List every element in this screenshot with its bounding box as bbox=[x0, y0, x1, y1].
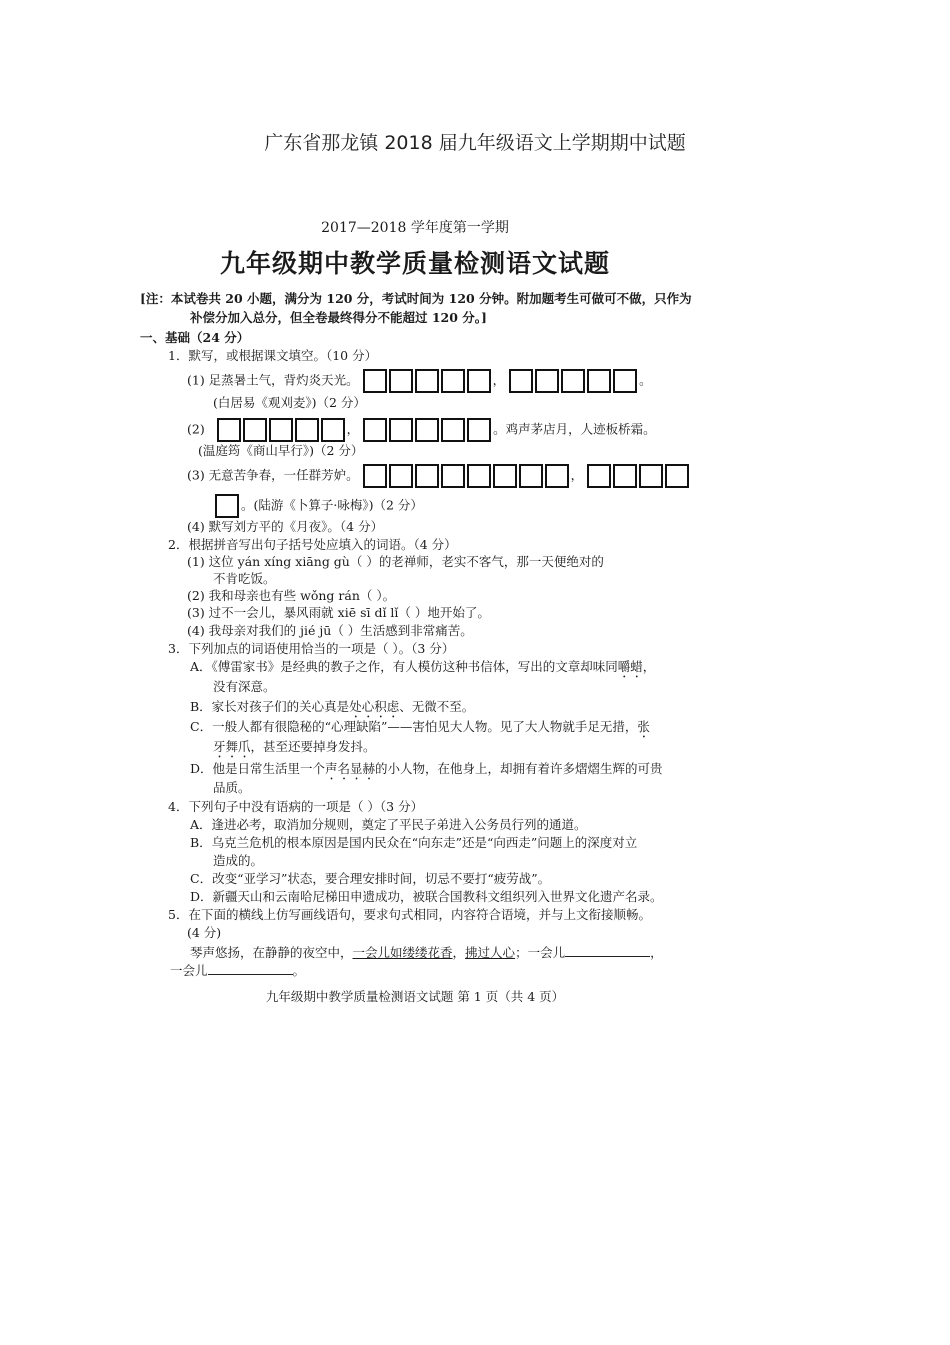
answer-boxes[interactable] bbox=[509, 369, 639, 393]
comma: ， bbox=[492, 372, 506, 388]
q5-l1-mid: ， bbox=[452, 945, 466, 960]
q1-p2-label: (2) bbox=[187, 421, 205, 437]
q2-s1b: 不肯吃饭。 bbox=[213, 571, 276, 586]
q3-d-text: D．他是日常生活里一个 bbox=[190, 761, 326, 776]
q1-p1-source: (白居易《观刈麦》)（2 分） bbox=[213, 395, 366, 410]
exam-title: 九年级期中教学质量检测语文试题 bbox=[219, 249, 610, 278]
answer-boxes[interactable] bbox=[363, 464, 571, 488]
q3-d-end: 的小人物，在他身上，却拥有着许多熠熠生辉的可贵 bbox=[375, 761, 663, 776]
q2-title: 2．根据拼音写出句子括号处应填入的词语。（4 分） bbox=[168, 537, 457, 552]
q3-c-dotted: 张 bbox=[637, 719, 650, 734]
note-line-1: [注：本试卷共 20 小题，满分为 120 分，考试时间为 120 分钟。附加题考生可做可不做，只作为 bbox=[140, 291, 692, 306]
q5-underlined-2: 拂过人心 bbox=[465, 945, 516, 960]
q3-a-end: ， bbox=[642, 659, 656, 674]
comma: ， bbox=[346, 421, 360, 437]
q3-a-cont: 没有深意。 bbox=[213, 679, 276, 694]
section-heading: 一、基础（24 分） bbox=[140, 330, 250, 345]
q4-option-a: A．逢进必考，取消加分规则，奠定了平民子弟进入公务员行列的通道。 bbox=[190, 817, 587, 832]
q1-p1 bbox=[187, 369, 652, 393]
answer-boxes[interactable] bbox=[363, 418, 493, 442]
q3-d-dotted: 声名显赫 bbox=[325, 761, 376, 776]
q1-p1-text: (1) 足蒸暑土气，背灼炎天光。 bbox=[187, 372, 359, 388]
q2-s3: (3) 过不一会儿，暴风雨就 xiē sī dǐ lǐ（ ）地开始了。 bbox=[187, 605, 490, 620]
q3-c-dotted-2: 牙舞爪 bbox=[213, 739, 251, 754]
q3-c-end: ，甚至还要掉身发抖。 bbox=[250, 739, 376, 754]
q3-a-dotted: 嚼蜡 bbox=[617, 659, 643, 674]
q2-s4: (4) 我母亲对我们的 jié jū（ ）生活感到非常痛苦。 bbox=[187, 623, 473, 638]
q1-p3 bbox=[187, 464, 691, 488]
q5-underlined-1: 一会儿如缕缕花香 bbox=[352, 945, 453, 960]
q5-l1-post: ；一会儿 bbox=[515, 945, 566, 960]
q2-s1a: (1) 这位 yán xíng xiāng gù（ ）的老禅师，老实不客气，那一天便绝对的 bbox=[187, 554, 604, 569]
note-line-2: 补偿分加入总分，但全卷最终得分不能超过 120 分。] bbox=[190, 310, 487, 325]
page-footer: 九年级期中教学质量检测语文试题 第 1 页（共 4 页） bbox=[265, 989, 565, 1004]
q3-title: 3．下列加点的词语使用恰当的一项是（ ）。（3 分） bbox=[168, 641, 455, 656]
q5-score: (4 分) bbox=[187, 925, 222, 940]
q5-l2-text: 一会儿 bbox=[170, 963, 208, 978]
q3-b-end: 、无微不至。 bbox=[399, 699, 475, 714]
q1-p2 bbox=[187, 418, 656, 442]
q4-b-cont: 造成的。 bbox=[213, 853, 264, 868]
school-year: 2017—2018 学年度第一学期 bbox=[321, 220, 509, 236]
q4-title: 4．下列句子中没有语病的一项是（ ）（3 分） bbox=[168, 799, 424, 814]
q1-p2-source: (温庭筠《商山早行》)（2 分） bbox=[198, 443, 364, 458]
q1-p3-source: 。(陆游《卜算子·咏梅》)（2 分） bbox=[241, 497, 423, 513]
q3-b-dotted: 处心积虑 bbox=[349, 699, 400, 714]
answer-boxes[interactable] bbox=[587, 464, 691, 488]
q2-s2: (2) 我和母亲也有些 wǒng rán（ ）。 bbox=[187, 588, 396, 603]
q3-option-d bbox=[190, 760, 663, 783]
document-title: 广东省那龙镇 2018 届九年级语文上学期期中试题 bbox=[264, 132, 686, 154]
q1-p4: (4) 默写刘方平的《月夜》。（4 分） bbox=[187, 519, 384, 534]
answer-boxes[interactable] bbox=[363, 369, 493, 393]
q5-l2-end: 。 bbox=[292, 963, 306, 978]
comma: ， bbox=[570, 467, 584, 483]
q1-p3-text: (3) 无意苦争春，一任群芳妒。 bbox=[187, 467, 359, 483]
q5-title: 5．在下面的横线上仿写画线语句，要求句式相同，内容符合语境，并与上文衔接顺畅。 bbox=[168, 907, 651, 922]
q4-option-b: B．乌克兰危机的根本原因是国内民众在“向东走”还是“向西走”问题上的深度对立 bbox=[190, 835, 638, 850]
answer-boxes[interactable] bbox=[217, 418, 347, 442]
q1-p2-text: 。鸡声茅店月，人迹板桥霜。 bbox=[493, 421, 656, 437]
q3-d-cont: 品质。 bbox=[213, 780, 251, 795]
q5-line-2 bbox=[170, 962, 305, 980]
q3-c-cont bbox=[213, 738, 376, 761]
q5-l1-text: 琴声悠扬，在静静的夜空中， bbox=[190, 945, 353, 960]
period: 。 bbox=[639, 372, 652, 388]
q3-a-text: A．《傅雷家书》是经典的教子之作，有人模仿这种书信体，写出的文章却味同 bbox=[190, 659, 618, 674]
q4-option-d: D．新疆天山和云南哈尼梯田申遗成功，被联合国教科文组织列入世界文化遗产名录。 bbox=[190, 889, 663, 904]
answer-blank[interactable] bbox=[208, 962, 293, 975]
answer-box[interactable] bbox=[215, 494, 241, 518]
q4-option-c: C．改变“亚学习”状态，要合理安排时间，切忌不要打“疲劳战”。 bbox=[190, 871, 551, 886]
q3-b-text: B．家长对孩子们的关心真是 bbox=[190, 699, 350, 714]
answer-blank[interactable] bbox=[565, 944, 650, 957]
q5-line-1 bbox=[190, 944, 663, 962]
q3-c-text: C．一般人都有很隐秘的“心理缺陷”——害怕见大人物。见了大人物就手足无措， bbox=[190, 719, 638, 734]
q5-l1-end: ， bbox=[650, 945, 663, 960]
q1-p3-cont bbox=[215, 494, 423, 518]
q1-title: 1．默写，或根据课文填空。（10 分） bbox=[168, 348, 378, 363]
